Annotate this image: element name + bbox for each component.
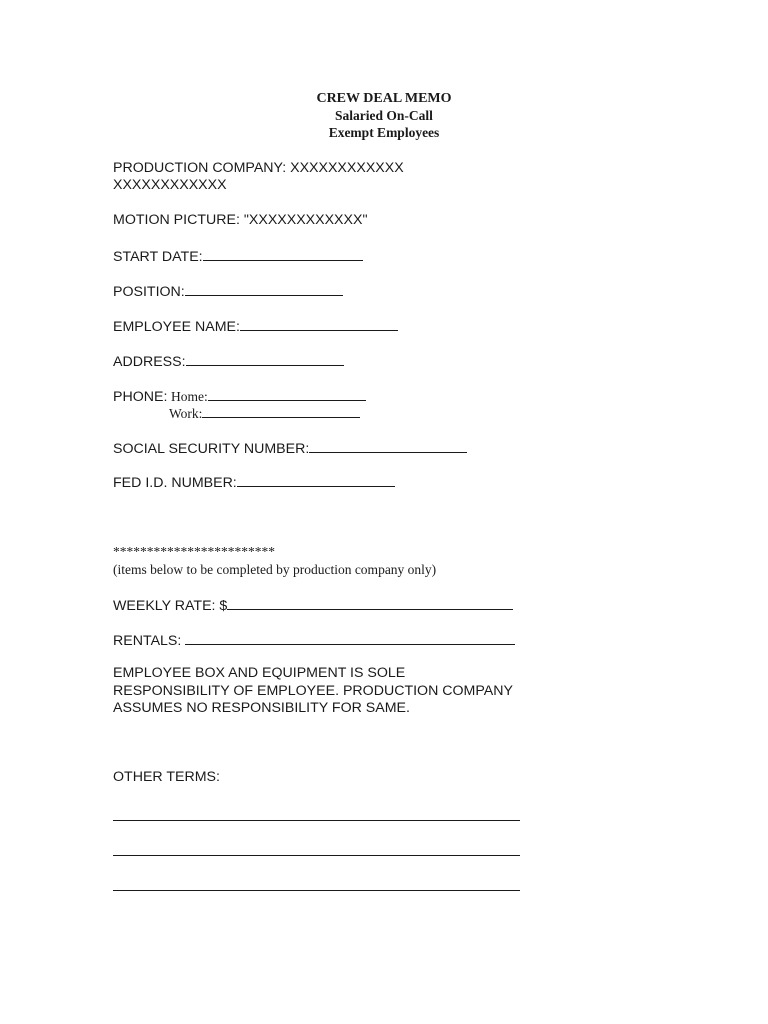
weekly-rate-blank[interactable] <box>227 596 513 610</box>
production-company-value-2: XXXXXXXXXXXX <box>113 177 227 193</box>
ssn-label: SOCIAL SECURITY NUMBER: <box>113 441 310 457</box>
disclaimer-line-2: RESPONSIBILITY OF EMPLOYEE. PRODUCTION COMPANY <box>113 683 513 699</box>
phone-label: PHONE: <box>113 389 168 405</box>
start-date-label: START DATE: <box>113 249 203 265</box>
fed-id-blank[interactable] <box>237 473 395 487</box>
position-label: POSITION: <box>113 284 185 300</box>
disclaimer-line-1: EMPLOYEE BOX AND EQUIPMENT IS SOLE <box>113 665 406 681</box>
separator-stars: ************************ <box>113 544 275 559</box>
production-company-field <box>113 160 404 177</box>
other-terms-line-2[interactable] <box>113 855 520 856</box>
document-title: CREW DEAL MEMO <box>316 91 452 106</box>
fed-id-label: FED I.D. NUMBER: <box>113 475 237 491</box>
rentals-blank[interactable] <box>185 631 515 645</box>
rentals-field <box>113 631 515 650</box>
production-company-continuation <box>113 177 227 194</box>
start-date-field <box>113 247 363 266</box>
rentals-label: RENTALS: <box>113 633 182 649</box>
phone-home-label: Home: <box>170 389 208 404</box>
title-block <box>0 90 768 141</box>
disclaimer-line-3: ASSUMES NO RESPONSIBILITY FOR SAME. <box>113 700 410 716</box>
ssn-blank[interactable] <box>309 439 467 453</box>
address-field <box>113 352 344 371</box>
employee-name-label: EMPLOYEE NAME: <box>113 319 240 335</box>
start-date-blank[interactable] <box>203 247 363 261</box>
motion-picture-field <box>113 212 368 229</box>
phone-work-label: Work: <box>169 406 203 421</box>
phone-work-field <box>113 404 360 423</box>
position-blank[interactable] <box>185 282 343 296</box>
production-company-value-1: XXXXXXXXXXXX <box>290 160 404 176</box>
production-company-label: PRODUCTION COMPANY: <box>113 160 287 176</box>
phone-home-blank[interactable] <box>208 387 366 401</box>
motion-picture-label: MOTION PICTURE: <box>113 212 240 228</box>
separator-note: (items below to be completed by production company only) <box>113 562 437 577</box>
other-terms-line-3[interactable] <box>113 890 520 891</box>
ssn-field <box>113 439 467 458</box>
document-subtitle-2: Exempt Employees <box>328 125 440 140</box>
position-field <box>113 282 343 301</box>
phone-work-blank[interactable] <box>202 404 360 418</box>
other-terms-line-1[interactable] <box>113 820 520 821</box>
other-terms-label: OTHER TERMS: <box>113 769 220 785</box>
employee-name-field <box>113 317 398 336</box>
fed-id-field <box>113 473 395 492</box>
motion-picture-value: "XXXXXXXXXXXX" <box>243 212 368 228</box>
document-subtitle-1: Salaried On-Call <box>335 108 433 123</box>
weekly-rate-label: WEEKLY RATE: $ <box>113 598 228 614</box>
address-label: ADDRESS: <box>113 354 186 370</box>
employee-name-blank[interactable] <box>240 317 398 331</box>
weekly-rate-field <box>113 596 513 615</box>
address-blank[interactable] <box>186 352 344 366</box>
